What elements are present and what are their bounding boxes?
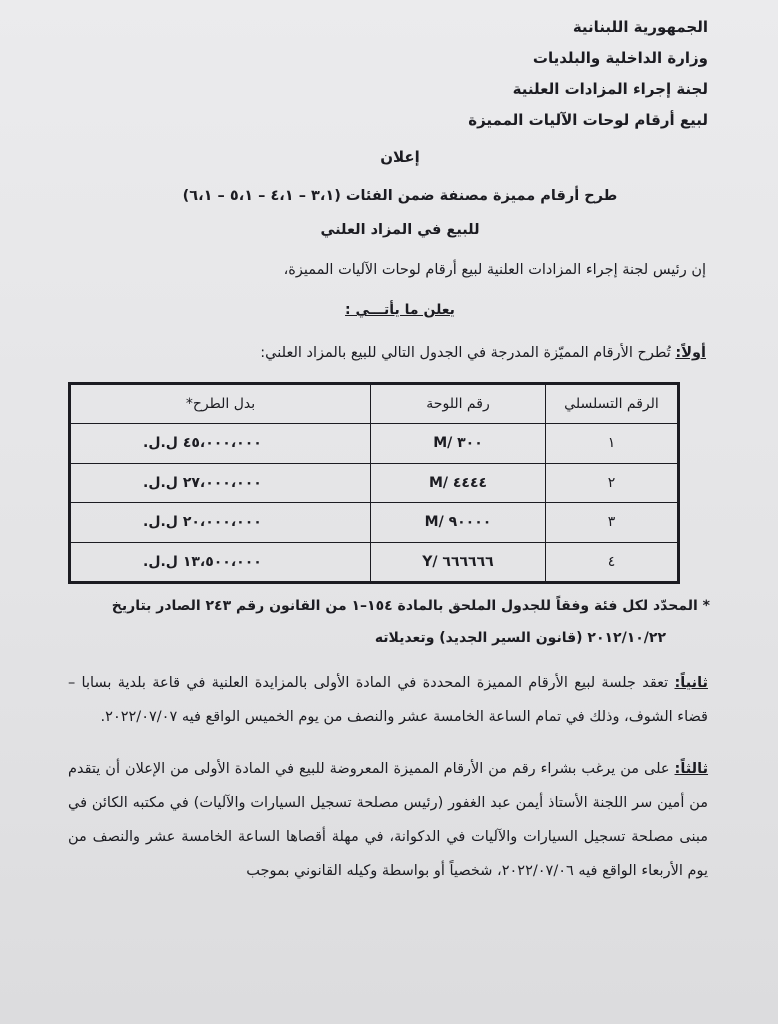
letterhead-committee: لجنة إجراء المزادات العلنية: [512, 80, 708, 98]
first-label: أولاً:: [675, 345, 706, 361]
letterhead-ministry: وزارة الداخلية والبلديات: [532, 49, 708, 67]
first-text: تُطرح الأرقام المميّزة المدرجة في الجدول التالي للبيع بالمزاد العلني:: [260, 345, 671, 361]
row-serial: ١: [546, 424, 678, 464]
letterhead: [388, 12, 708, 136]
row-serial: ٣: [546, 503, 678, 543]
table-row: [71, 463, 678, 503]
third-clause: [68, 752, 708, 888]
footnote-line-2: ٢٠١٢/١٠/٢٢ (قانون السير الجديد) وتعديلاته: [374, 630, 666, 646]
first-clause: [260, 345, 706, 361]
row-plate: Y/ ٦٦٦٦٦٦: [371, 542, 546, 582]
plates-table: [68, 382, 680, 584]
row-price: ٤٥،٠٠٠،٠٠٠ ل.ل.: [71, 424, 371, 464]
announcement-title: إعلان: [380, 148, 420, 166]
row-price: ٢٠،٠٠٠،٠٠٠ ل.ل.: [71, 503, 371, 543]
row-serial: ٤: [546, 542, 678, 582]
letterhead-committee-purpose: لبيع أرقام لوحات الآليات المميزة: [468, 111, 708, 129]
table-row: [71, 542, 678, 582]
declares-heading: يعلن ما يأتـــي :: [345, 302, 455, 318]
footnote-line-1: * المحدّد لكل فئة وفقاً للجدول الملحق بالمادة ١٥٤–١ من القانون رقم ٢٤٣ الصادر بتاريخ: [111, 598, 710, 614]
header-plate: رقم اللوحة: [371, 385, 546, 424]
table-header-row: [71, 385, 678, 424]
second-clause: [68, 666, 708, 734]
announcement-subtitle: طرح أرقام مميزة مصنفة ضمن الفئات (٣،١ – ٤،١ – ٥،١ – ٦،١): [182, 188, 618, 204]
row-price: ١٣،٥٠٠،٠٠٠ ل.ل.: [71, 542, 371, 582]
row-plate: M/ ٩٠٠٠٠: [371, 503, 546, 543]
second-text: تعقد جلسة لبيع الأرقام المميزة المحددة في المادة الأولى بالمزايدة العلنية في قاعة بلدية بسابا – قضاء الشوف، وذلك في تمام الساعة الخامسة عشر والنصف من يوم الخميس الواقع فيه ٢٠٢٢/٠٧/٠٧.: [68, 675, 708, 725]
header-price: بدل الطرح*: [71, 385, 371, 424]
table-row: [71, 424, 678, 464]
intro-line: إن رئيس لجنة إجراء المزادات العلنية لبيع أرقام لوحات الآليات المميزة،: [283, 262, 706, 278]
row-plate: M/ ٣٠٠: [371, 424, 546, 464]
letterhead-republic: الجمهورية اللبنانية: [572, 18, 708, 36]
header-serial: الرقم التسلسلي: [546, 385, 678, 424]
third-label: ثالثاً:: [674, 761, 709, 777]
row-plate: M/ ٤٤٤٤: [371, 463, 546, 503]
third-text: على من يرغب بشراء رقم من الأرقام المميزة المعروضة للبيع في المادة الأولى من الإعلان أن يتقدم من أمين سر اللجنة الأستاذ أيمن عبد الغفور (رئيس مصلحة تسجيل السيارات والآليات) في مكتبه الكائن في مبنى مصلحة تسجيل السيارات والآليات في الدكوانة، في مهلة أقصاها الساعة الخامسة عشر والنصف من يوم الأربعاء الواقع فيه ٢٠٢٢/٠٧/٠٦، شخصياً أو بواسطة وكيله القانوني بموجب: [68, 761, 708, 879]
row-price: ٢٧،٠٠٠،٠٠٠ ل.ل.: [71, 463, 371, 503]
row-serial: ٢: [546, 463, 678, 503]
announcement-subtitle-2: للبيع في المزاد العلني: [320, 222, 480, 238]
second-label: ثانياً:: [674, 675, 708, 691]
table-row: [71, 503, 678, 543]
